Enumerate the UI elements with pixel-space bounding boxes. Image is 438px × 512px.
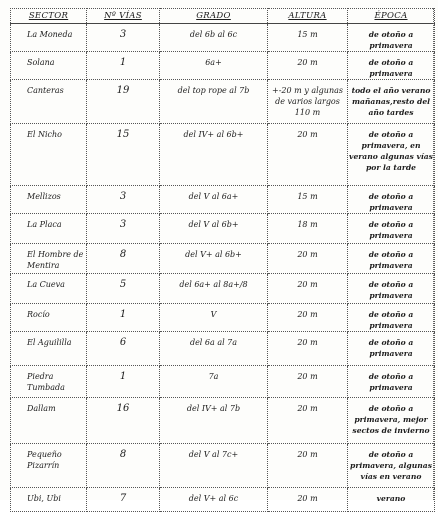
- cell-grado: del 6a al 7a: [160, 332, 268, 366]
- cell-sector: Ubi, Ubi: [11, 488, 87, 512]
- cell-num: 16: [87, 398, 160, 444]
- cell-sector: Dallam: [11, 398, 87, 444]
- header-num-vias: Nº VÍAS: [87, 9, 160, 24]
- cell-num: 15: [87, 124, 160, 186]
- cell-num: 3: [87, 186, 160, 214]
- cell-grado: 6a+: [160, 52, 268, 80]
- cell-altura: 18 m: [268, 214, 348, 244]
- cell-epoca: de otoño a primavera, mejor sectos de invierno: [348, 398, 435, 444]
- table-row: [11, 214, 435, 244]
- cell-epoca: todo el año verano mañanas,resto del año tardes: [348, 80, 435, 124]
- table-row: [11, 332, 435, 366]
- header-altura: ALTURA: [268, 9, 348, 24]
- table-row: [11, 366, 435, 398]
- cell-epoca: de otoño a primavera: [348, 332, 435, 366]
- table-row: [11, 444, 435, 488]
- cell-epoca: de otoño a primavera, algunas vías en verano: [348, 444, 435, 488]
- cell-num: 19: [87, 80, 160, 124]
- cell-epoca: de otoño a primavera: [348, 244, 435, 274]
- cell-num: 8: [87, 444, 160, 488]
- cell-sector: La Placa: [11, 214, 87, 244]
- cell-epoca: de otoño a primavera, en verano algunas vías por la tarde: [348, 124, 435, 186]
- cell-num: 1: [87, 366, 160, 398]
- cell-sector: Rocío: [11, 304, 87, 332]
- cell-grado: del V al 6a+: [160, 186, 268, 214]
- cell-altura: 20 m: [268, 332, 348, 366]
- cell-sector: Solana: [11, 52, 87, 80]
- cell-altura: 15 m: [268, 186, 348, 214]
- cell-altura: 20 m: [268, 274, 348, 304]
- cell-num: 8: [87, 244, 160, 274]
- cell-altura: 20 m: [268, 488, 348, 512]
- cell-sector: El Hombre de Mentira: [11, 244, 87, 274]
- cell-epoca: de otoño a primavera: [348, 304, 435, 332]
- cell-epoca: de otoño a primavera: [348, 24, 435, 52]
- header-grado: GRADO: [160, 9, 268, 24]
- cell-epoca: de otoño a primavera: [348, 366, 435, 398]
- cell-sector: El Nicho: [11, 124, 87, 186]
- cell-grado: del V al 6b+: [160, 214, 268, 244]
- cell-grado: del IV+ al 6b+: [160, 124, 268, 186]
- table-row: [11, 274, 435, 304]
- cell-grado: del V+ al 6c: [160, 488, 268, 512]
- cell-grado: del V+ al 6b+: [160, 244, 268, 274]
- cell-sector: El Aguililla: [11, 332, 87, 366]
- cell-grado: 7a: [160, 366, 268, 398]
- table-row: [11, 24, 435, 52]
- cell-epoca: de otoño a primavera: [348, 214, 435, 244]
- cell-num: 7: [87, 488, 160, 512]
- table-row: [11, 52, 435, 80]
- cell-sector: Mellizos: [11, 186, 87, 214]
- table-row: [11, 186, 435, 214]
- table-row: [11, 80, 435, 124]
- cell-grado: del 6a+ al 8a+/8: [160, 274, 268, 304]
- cell-altura: 20 m: [268, 124, 348, 186]
- cell-sector: La Moneda: [11, 24, 87, 52]
- cell-sector: Piedra Tumbada: [11, 366, 87, 398]
- cell-num: 1: [87, 52, 160, 80]
- cell-grado: del top rope al 7b: [160, 80, 268, 124]
- header-sector: SECTOR: [11, 9, 87, 24]
- cell-epoca: verano: [348, 488, 435, 512]
- cell-grado: del 6b al 6c: [160, 24, 268, 52]
- cell-sector: La Cueva: [11, 274, 87, 304]
- table-row: [11, 124, 435, 186]
- cell-altura: 15 m: [268, 24, 348, 52]
- cell-sector: Canteras: [11, 80, 87, 124]
- cell-altura: 20 m: [268, 304, 348, 332]
- table-row: [11, 244, 435, 274]
- cell-epoca: de otoño a primavera: [348, 186, 435, 214]
- cell-grado: V: [160, 304, 268, 332]
- table-body: [11, 24, 435, 512]
- table-row: [11, 304, 435, 332]
- cell-epoca: de otoño a primavera: [348, 52, 435, 80]
- page-edge: [433, 8, 438, 500]
- cell-altura: 20 m: [268, 52, 348, 80]
- cell-num: 1: [87, 304, 160, 332]
- cell-altura: 20 m: [268, 244, 348, 274]
- header-epoca: ÉPOCA: [348, 9, 435, 24]
- cell-num: 3: [87, 214, 160, 244]
- header-row: [11, 9, 435, 24]
- cell-num: 3: [87, 24, 160, 52]
- cell-grado: del V al 7c+: [160, 444, 268, 488]
- cell-num: 5: [87, 274, 160, 304]
- cell-epoca: de otoño a primavera: [348, 274, 435, 304]
- cell-num: 6: [87, 332, 160, 366]
- cell-altura: +-20 m y algunas de varios largos 110 m: [268, 80, 348, 124]
- cell-altura: 20 m: [268, 398, 348, 444]
- cell-altura: 20 m: [268, 444, 348, 488]
- cell-altura: 20 m: [268, 366, 348, 398]
- cell-sector: Pequeño Pizarrín: [11, 444, 87, 488]
- climbing-sectors-table: [10, 8, 435, 512]
- table-row: [11, 398, 435, 444]
- cell-grado: del IV+ al 7b: [160, 398, 268, 444]
